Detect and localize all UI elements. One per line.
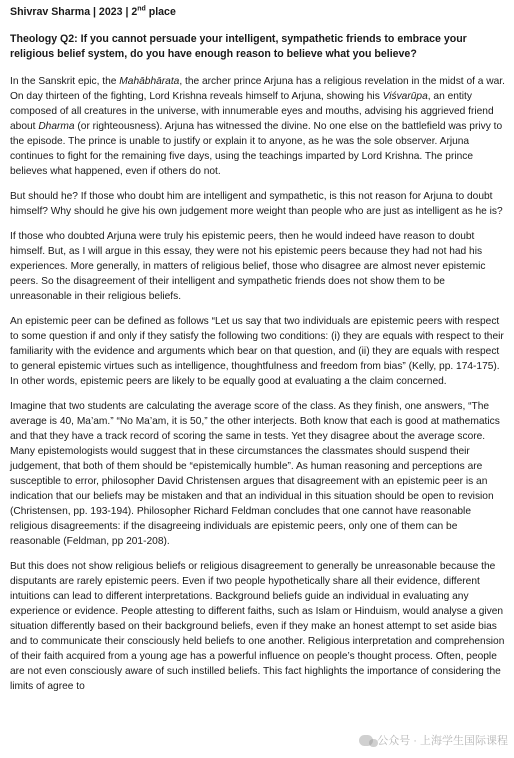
p1-text-c: , the archer prince Arjuna has a religious revelation in the midst of a war. On day thirteen of the fighting, Lord Krishna reveals himself to Arjuna, showing his bbox=[10, 76, 505, 102]
paragraph-5: Imagine that two students are calculating the average score of the class. As they finish, one answers, “The average is 40, Ma’am.” “No Ma’am, it is 50,” the other interjects. Both know that each is good at mathematics and that they have a track record of scoring the same in tests. Yet they disagree about the average score. Many epistemologists would suggest that in these circumstances the classmates should suspend their judgement, that both of them should be “epistemically humble”. As human reasoning and perceptions are susceptible to error, philosopher David Christensen argues that disagreement with an epistemic peer is an indication that our beliefs may be mistaken and that an individual in this situation should be open to revision (Christensen, pp. 193-194). Philosopher Richard Feldman concludes that one cannot have reasonable religious disagreements: if the disagreeing individuals are epistemic peers, only one of them can be reasonable (Feldman, pp 201-208). bbox=[10, 401, 500, 547]
paragraph-1 bbox=[10, 74, 506, 179]
essay-page bbox=[10, 5, 506, 704]
paragraph-6: But this does not show religious beliefs or religious disagreement to generally be unreasonable because the disputants are rarely epistemic peers. Even if two people hypothetically share all their evidence, different intuitions can lead to different interpretations. Background beliefs guide an individual in evaluating any experience or evidence. People attesting to different faiths, such as Islam or Hinduism, would analyse a given situation differently based on their background beliefs, even if they make an honest attempt to set aside bias and to communicate their consciously held beliefs to one another. Religious interpretation and comprehension of their faith acquired from a young age has a powerful influence on people’s thought process. Often, people are not even consciously aware of such instilled beliefs. This fact highlights the importance of considering the limits of agree to bbox=[10, 561, 505, 692]
p1-term-visvarupa: Viśvarūpa bbox=[382, 91, 428, 102]
watermark bbox=[359, 732, 508, 748]
paragraph-2: But should he? If those who doubt him are intelligent and sympathetic, is this not reason for Arjuna to doubt himself? Why should he give his own judgement more weight than people who are just as intelligent as he is? bbox=[10, 191, 503, 217]
wechat-icon bbox=[359, 735, 373, 746]
p1-text-g: (or righteousness). Arjuna has witnessed the divine. No one else on the battlefield was privy to the episode. The prince is unable to justify or explain it to anyone, as he was the sole observer. Arjuna continues to fight for the remaining five days, using the teachings imparted by Lord Krishna. The prince believes what happened, even if others do not. bbox=[10, 121, 503, 177]
question-heading: Theology Q2: If you cannot persuade your intelligent, sympathetic friends to embrace your religious belief system, do you have enough reason to believe what you believe? bbox=[10, 33, 467, 60]
ordinal-suffix: nd bbox=[137, 5, 146, 13]
paragraph-4: An epistemic peer can be defined as follows “Let us say that two individuals are epistemic peers with respect to some question if and only if they satisfy the following two conditions: (i) they are equals with respect to their familiarity with the evidence and arguments which bear on that question, and (ii) they are equals with respect to general epistemic virtues such as intelligence, thoughtfulness and freedom from bias” (Kelly, pp. 174-175). In other words, epistemic peers are likely to be equally good at evaluating a the claim concerned. bbox=[10, 316, 504, 387]
p1-text-a: In the Sanskrit epic, the bbox=[10, 76, 120, 87]
p1-title-mahabharata: Mahābhārata bbox=[119, 76, 180, 87]
place-label: place bbox=[145, 6, 176, 18]
author-line bbox=[10, 5, 506, 19]
paragraph-3: If those who doubted Arjuna were truly his epistemic peers, then he would indeed have reason to doubt himself. But, as I will argue in this essay, they were not his epistemic peers because they had not had his experiences. More generally, in matters of religious belief, those who disagree are almost never epistemic peers. So the disagreement of their intelligent and sympathetic friends does not show them to be unreasonable in their religious beliefs. bbox=[10, 231, 486, 302]
p1-text-e: , an entity composed of all creatures in the universe, with innumerable eyes and mouths, advising his aggrieved friend about bbox=[10, 91, 494, 132]
watermark-text: 公众号 · 上海学生国际课程 bbox=[377, 735, 508, 747]
author-name-year: Shivrav Sharma | 2023 | 2 bbox=[10, 6, 138, 18]
p1-term-dharma: Dharma bbox=[38, 121, 75, 132]
